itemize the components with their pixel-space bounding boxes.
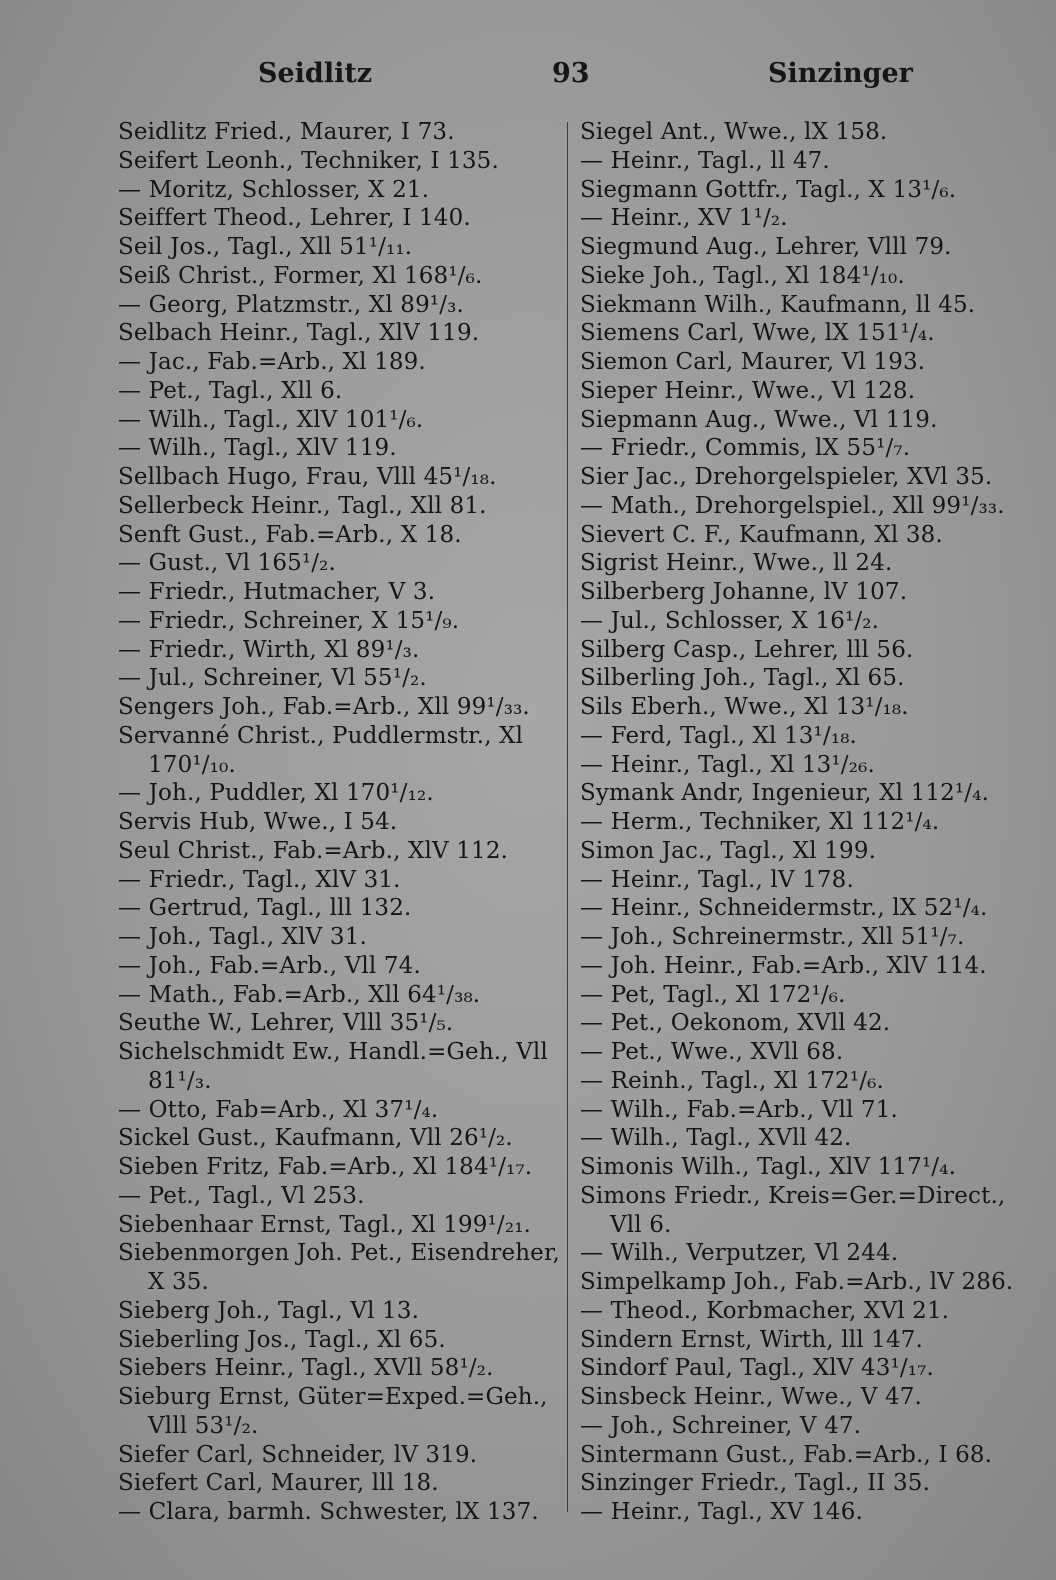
directory-entry: Siefer Carl, Schneider, lV 319. bbox=[118, 1441, 478, 1468]
directory-entry: — Joh., Fab.=Arb., Vll 74. bbox=[118, 952, 421, 979]
directory-entry: — Heinr., Tagl., lV 178. bbox=[580, 866, 854, 893]
directory-entry: — Wilh., Tagl., XVll 42. bbox=[580, 1125, 852, 1152]
directory-entry: — Jul., Schreiner, Vl 55¹/₂. bbox=[118, 665, 427, 692]
directory-entry: Siegmann Gottfr., Tagl., X 13¹/₆. bbox=[580, 176, 957, 203]
directory-entry: — Friedr., Commis, lX 55¹/₇. bbox=[580, 435, 911, 462]
directory-entry: Simpelkamp Joh., Fab.=Arb., lV 286. bbox=[580, 1269, 1014, 1295]
directory-entry: — Georg, Platzmstr., Xl 89¹/₃. bbox=[118, 291, 464, 318]
directory-entry: — Wilh., Verputzer, Vl 244. bbox=[580, 1240, 899, 1267]
directory-entry: — Joh. Heinr., Fab.=Arb., XlV 114. bbox=[580, 952, 987, 979]
directory-entry: Sieper Heinr., Wwe., Vl 128. bbox=[580, 377, 916, 404]
directory-entry: Seiffert Theod., Lehrer, I 140. bbox=[118, 205, 471, 232]
directory-entry: — Math., Drehorgelspiel., Xll 99¹/₃₃. bbox=[580, 492, 1005, 519]
directory-entry: Siebenmorgen Joh. Pet., Eisendreher, bbox=[118, 1240, 561, 1267]
directory-entry: — Pet., Wwe., XVll 68. bbox=[580, 1039, 844, 1065]
directory-entry: Selbach Heinr., Tagl., XlV 119. bbox=[118, 320, 480, 347]
directory-entry: Siemon Carl, Maurer, Vl 193. bbox=[580, 349, 926, 375]
directory-entry: — Heinr., Tagl., Xl 13¹/₂₆. bbox=[580, 751, 875, 778]
directory-entry: — Heinr., Tagl., ll 47. bbox=[580, 147, 830, 174]
directory-entry: — Clara, barmh. Schwester, lX 137. bbox=[118, 1499, 539, 1525]
directory-entry: — Ferd, Tagl., Xl 13¹/₁₈. bbox=[580, 722, 858, 749]
directory-entry: Sieberling Jos., Tagl., Xl 65. bbox=[118, 1326, 446, 1353]
directory-entry: Siegel Ant., Wwe., lX 158. bbox=[580, 119, 888, 145]
directory-entry: X 35. bbox=[148, 1269, 210, 1295]
directory-entry: — Gertrud, Tagl., lll 132. bbox=[118, 895, 412, 922]
directory-entry: Siegmund Aug., Lehrer, Vlll 79. bbox=[580, 234, 952, 260]
directory-entry: — Joh., Schreinermstr., Xll 51¹/₇. bbox=[580, 924, 965, 950]
right-column bbox=[580, 118, 1020, 1527]
directory-entry: — Pet, Tagl., Xl 172¹/₆. bbox=[580, 981, 846, 1008]
directory-entry: Symank Andr, Ingenieur, Xl 112¹/₄. bbox=[580, 780, 990, 807]
directory-entry: Vll 6. bbox=[610, 1211, 672, 1238]
directory-entry: Simonis Wilh., Tagl., XlV 117¹/₄. bbox=[580, 1154, 957, 1180]
directory-entry: — Jac., Fab.=Arb., Xl 189. bbox=[118, 349, 426, 375]
directory-entry: — Joh., Puddler, Xl 170¹/₁₂. bbox=[118, 780, 434, 807]
directory-entry: Sichelschmidt Ew., Handl.=Geh., Vll bbox=[118, 1039, 548, 1065]
directory-entry: Sindorf Paul, Tagl., XlV 43¹/₁₇. bbox=[580, 1355, 934, 1382]
directory-entry: — Wilh., Tagl., XlV 119. bbox=[118, 435, 397, 462]
directory-entry: Sellbach Hugo, Frau, Vlll 45¹/₁₈. bbox=[118, 464, 497, 490]
directory-entry: — Joh., Tagl., XlV 31. bbox=[118, 924, 367, 950]
directory-entry: Sintermann Gust., Fab.=Arb., I 68. bbox=[580, 1441, 993, 1468]
column-divider bbox=[567, 122, 568, 1512]
left-column bbox=[118, 118, 561, 1527]
directory-entry: 170¹/₁₀. bbox=[148, 751, 236, 778]
directory-entry: — Joh., Schreiner, V 47. bbox=[580, 1412, 862, 1439]
directory-entry: Sils Eberh., Wwe., Xl 13¹/₁₈. bbox=[580, 694, 909, 720]
directory-entry: — Reinh., Tagl., Xl 172¹/₆. bbox=[580, 1067, 884, 1094]
header-last-name: Sinzinger bbox=[768, 58, 913, 89]
directory-entry: Seuthe W., Lehrer, Vlll 35¹/₅. bbox=[118, 1010, 454, 1037]
directory-entry: — Friedr., Schreiner, X 15¹/₉. bbox=[118, 607, 460, 634]
directory-entry: Seil Jos., Tagl., Xll 51¹/₁₁. bbox=[118, 234, 413, 260]
directory-entry: Siebenhaar Ernst, Tagl., Xl 199¹/₂₁. bbox=[118, 1211, 532, 1238]
directory-entry: — Gust., Vl 165¹/₂. bbox=[118, 550, 337, 577]
directory-entry: — Pet., Tagl., Xll 6. bbox=[118, 377, 343, 404]
directory-entry: Sinzinger Friedr., Tagl., II 35. bbox=[580, 1470, 931, 1497]
directory-entry: — Friedr., Hutmacher, V 3. bbox=[118, 579, 436, 605]
page-header bbox=[0, 58, 1056, 98]
directory-entry: — Heinr., Schneidermstr., lX 52¹/₄. bbox=[580, 895, 988, 922]
directory-entry: Seidlitz Fried., Maurer, I 73. bbox=[118, 119, 455, 145]
directory-entry: Silberberg Johanne, lV 107. bbox=[580, 579, 908, 605]
directory-entry: Sieberg Joh., Tagl., Vl 13. bbox=[118, 1297, 420, 1324]
directory-entry: — Friedr., Wirth, Xl 89¹/₃. bbox=[118, 636, 420, 663]
directory-entry: — Heinr., XV 1¹/₂. bbox=[580, 205, 788, 232]
directory-entry: — Moritz, Schlosser, X 21. bbox=[118, 176, 430, 203]
directory-entry: — Wilh., Tagl., XlV 101¹/₆. bbox=[118, 406, 424, 433]
directory-entry: Sieke Joh., Tagl., Xl 184¹/₁₀. bbox=[580, 262, 905, 289]
directory-entry: Simon Jac., Tagl., Xl 199. bbox=[580, 837, 877, 864]
directory-entry: Seul Christ., Fab.=Arb., XlV 112. bbox=[118, 837, 509, 864]
directory-entry: — Heinr., Tagl., XV 146. bbox=[580, 1499, 863, 1525]
header-first-name: Seidlitz bbox=[258, 58, 373, 89]
directory-entry: — Math., Fab.=Arb., Xll 64¹/₃₈. bbox=[118, 981, 481, 1008]
directory-entry: Servis Hub, Wwe., I 54. bbox=[118, 809, 398, 835]
directory-entry: Sinsbeck Heinr., Wwe., V 47. bbox=[580, 1384, 923, 1410]
directory-entry: Sigrist Heinr., Wwe., ll 24. bbox=[580, 550, 893, 577]
directory-entry: — Wilh., Fab.=Arb., Vll 71. bbox=[580, 1096, 898, 1123]
directory-entry: — Herm., Techniker, Xl 112¹/₄. bbox=[580, 809, 940, 835]
directory-entry: Servanné Christ., Puddlermstr., Xl bbox=[118, 722, 524, 749]
directory-entry: Sickel Gust., Kaufmann, Vll 26¹/₂. bbox=[118, 1125, 513, 1152]
directory-entry: — Jul., Schlosser, X 16¹/₂. bbox=[580, 607, 880, 634]
directory-entry: — Pet., Tagl., Vl 253. bbox=[118, 1182, 365, 1209]
directory-entry: Siebers Heinr., Tagl., XVll 58¹/₂. bbox=[118, 1355, 494, 1382]
directory-entry: Sievert C. F., Kaufmann, Xl 38. bbox=[580, 521, 943, 548]
directory-entry: Vlll 53¹/₂. bbox=[148, 1412, 259, 1439]
directory-entry: — Theod., Korbmacher, XVl 21. bbox=[580, 1297, 950, 1324]
directory-entry: Siemens Carl, Wwe, lX 151¹/₄. bbox=[580, 320, 935, 347]
directory-entry: Sengers Joh., Fab.=Arb., Xll 99¹/₃₃. bbox=[118, 694, 530, 720]
directory-entry: Sieben Fritz, Fab.=Arb., Xl 184¹/₁₇. bbox=[118, 1154, 533, 1180]
directory-entry: Seiß Christ., Former, Xl 168¹/₆. bbox=[118, 262, 483, 289]
directory-entry: Siekmann Wilh., Kaufmann, ll 45. bbox=[580, 291, 976, 318]
directory-entry: Siefert Carl, Maurer, lll 18. bbox=[118, 1470, 439, 1497]
directory-entry: Sellerbeck Heinr., Tagl., Xll 81. bbox=[118, 492, 487, 519]
directory-entry: Simons Friedr., Kreis=Ger.=Direct., bbox=[580, 1182, 1006, 1209]
directory-entry: — Pet., Oekonom, XVll 42. bbox=[580, 1010, 891, 1037]
directory-entry: Sieburg Ernst, Güter=Exped.=Geh., bbox=[118, 1384, 548, 1410]
directory-entry: Senft Gust., Fab.=Arb., X 18. bbox=[118, 521, 462, 548]
directory-entry: Sindern Ernst, Wirth, lll 147. bbox=[580, 1326, 923, 1353]
directory-entry: Silberling Joh., Tagl., Xl 65. bbox=[580, 665, 905, 692]
directory-entry: Sier Jac., Drehorgelspieler, XVl 35. bbox=[580, 464, 993, 490]
directory-entry: Seifert Leonh., Techniker, I 135. bbox=[118, 147, 499, 174]
directory-entry: Siepmann Aug., Wwe., Vl 119. bbox=[580, 406, 938, 433]
directory-entry: Silberg Casp., Lehrer, lll 56. bbox=[580, 636, 914, 663]
directory-entry: — Otto, Fab=Arb., Xl 37¹/₄. bbox=[118, 1096, 439, 1123]
directory-entry: — Friedr., Tagl., XlV 31. bbox=[118, 866, 401, 893]
page-number: 93 bbox=[552, 58, 590, 89]
directory-entry: 81¹/₃. bbox=[148, 1067, 212, 1094]
